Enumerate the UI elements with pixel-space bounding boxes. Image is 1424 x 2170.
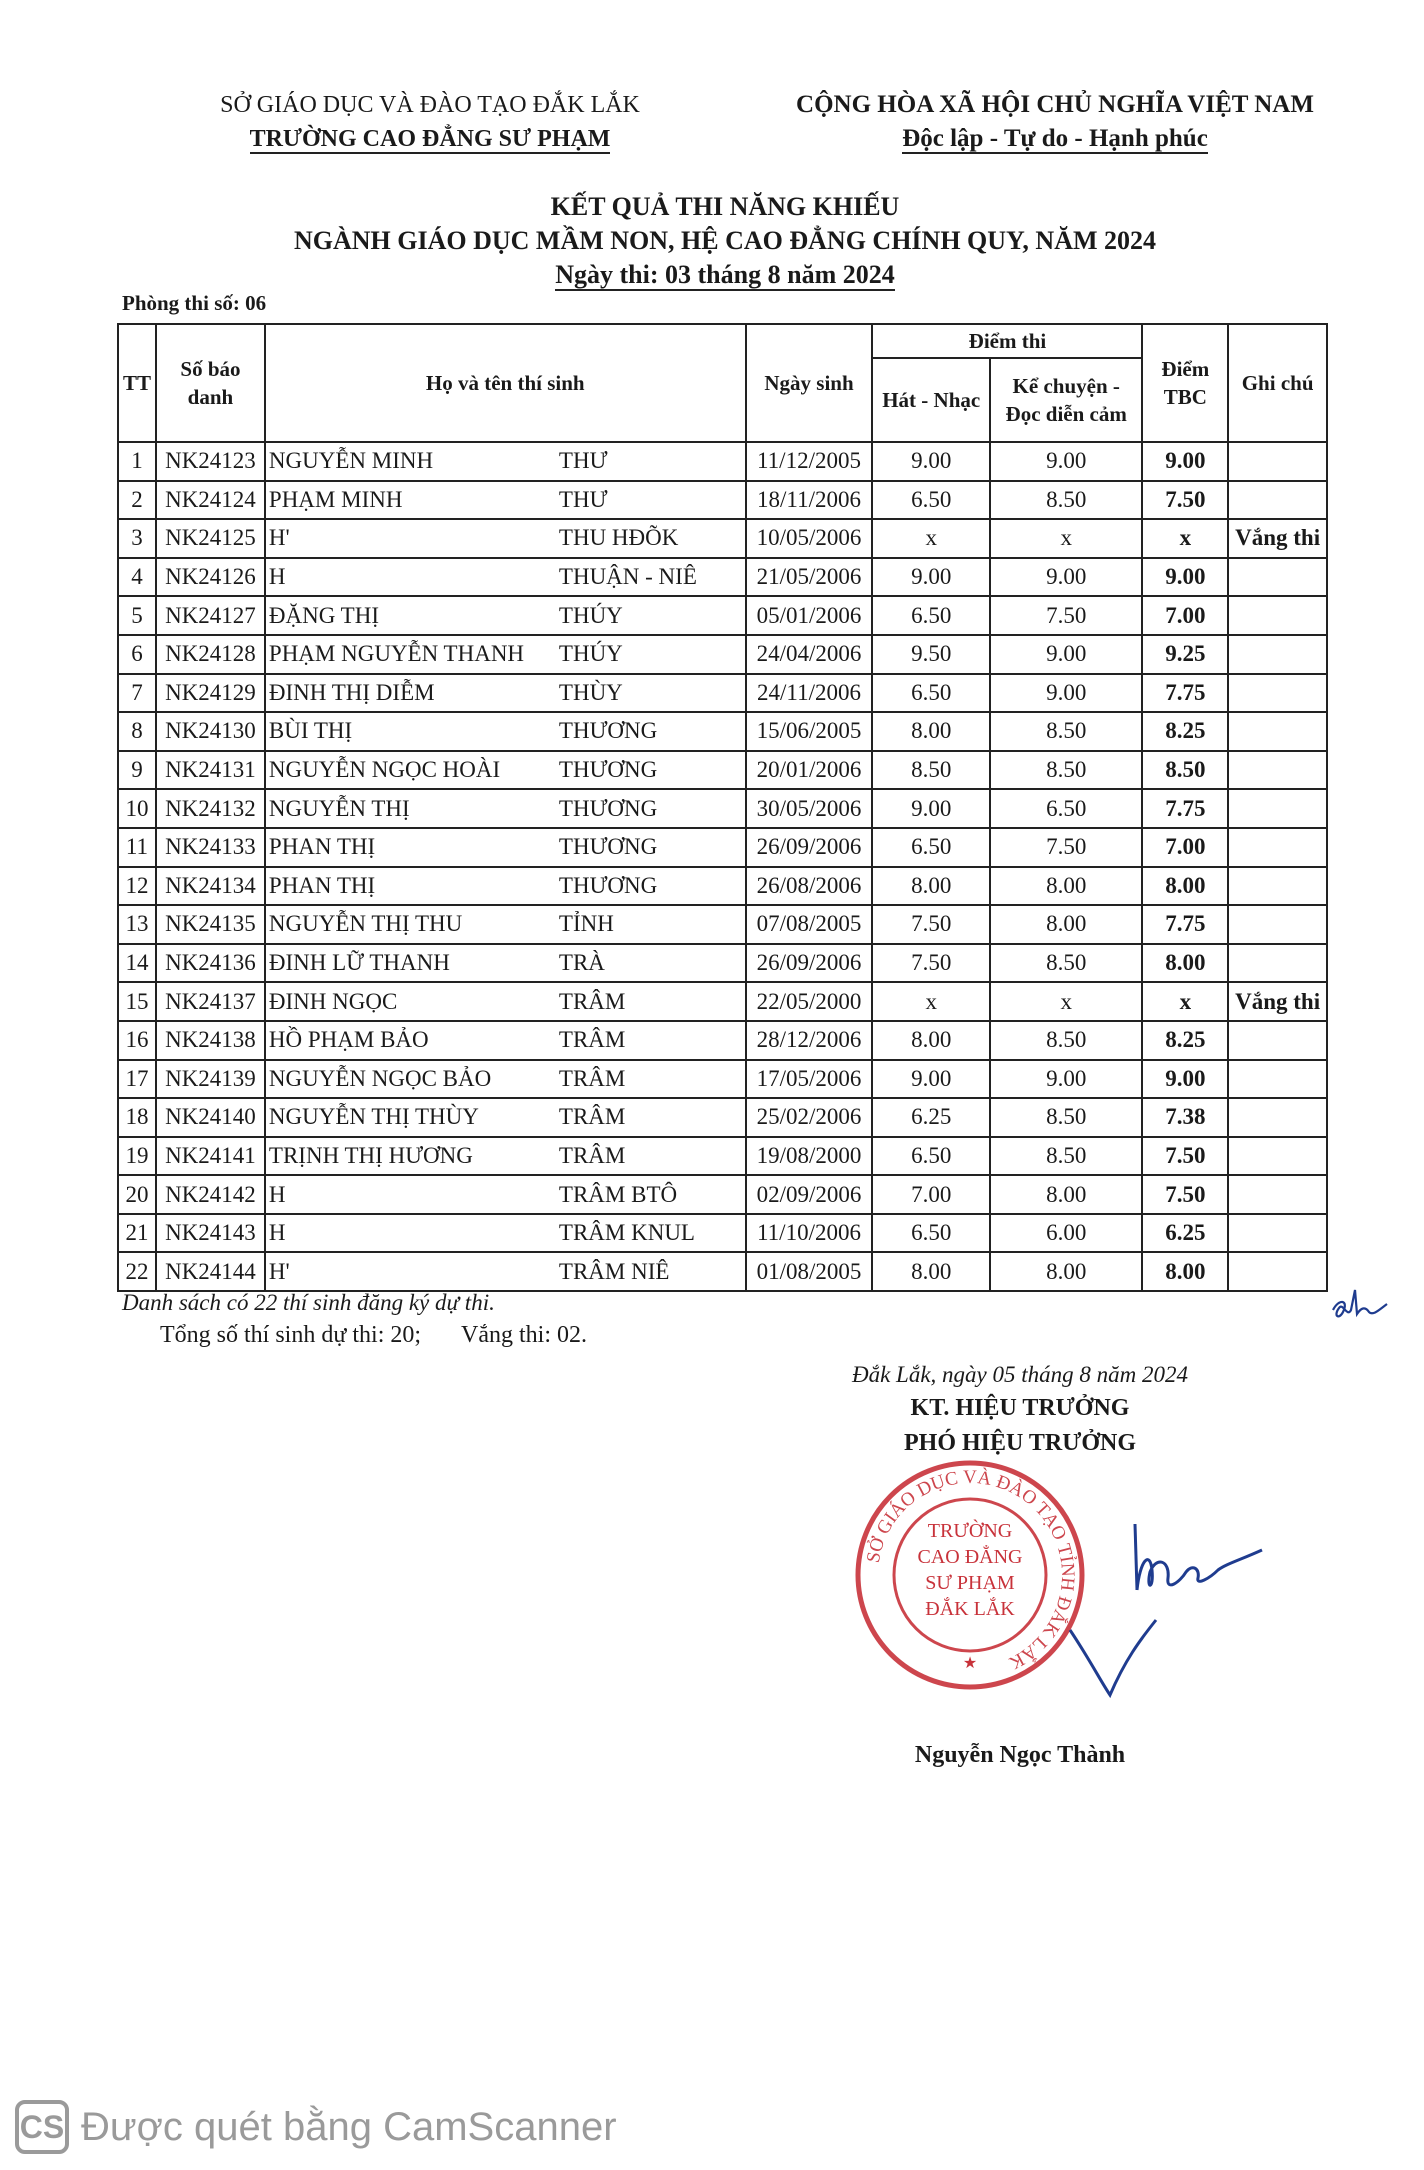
seal-ring-text: SỞ GIÁO DỤC VÀ ĐÀO TẠO TỈNH ĐẮK LẮK — [862, 1466, 1079, 1674]
cell-name — [265, 1252, 746, 1291]
cell-tbc: 7.00 — [1142, 828, 1228, 867]
exam-room: Phòng thi số: 06 — [122, 291, 267, 315]
cell-dob: 18/11/2006 — [746, 481, 873, 520]
seal-text-3: SƯ PHẠM — [925, 1572, 1015, 1594]
cell-sbd: NK24125 — [156, 519, 265, 558]
cell-hat-nhac: 9.00 — [872, 789, 990, 828]
cell-last-name: TRÂM — [558, 988, 626, 1014]
cell-ke-chuyen: 9.00 — [990, 635, 1142, 674]
col-header-dob: Ngày sinh — [746, 324, 873, 442]
cell-tt: 10 — [118, 789, 156, 828]
cell-last-name: THƯƠNG — [558, 757, 658, 783]
cell-tt: 11 — [118, 828, 156, 867]
results-table-body — [118, 442, 1327, 1291]
cell-first-name: NGUYỄN THỊ THÙY — [268, 1104, 479, 1130]
cell-tt: 13 — [118, 905, 156, 944]
cell-tbc: 9.00 — [1142, 558, 1228, 597]
cell-hat-nhac: 9.00 — [872, 1060, 990, 1099]
cell-note — [1228, 789, 1327, 828]
cell-tbc: 7.50 — [1142, 1175, 1228, 1214]
cell-note — [1228, 905, 1327, 944]
cell-dob: 20/01/2006 — [746, 751, 873, 790]
cell-ke-chuyen: 8.50 — [990, 751, 1142, 790]
cell-ke-chuyen: 7.50 — [990, 828, 1142, 867]
cell-sbd: NK24138 — [156, 1021, 265, 1060]
cell-dob: 15/06/2005 — [746, 712, 873, 751]
cell-hat-nhac: 9.00 — [872, 558, 990, 597]
cell-ke-chuyen: 8.50 — [990, 1098, 1142, 1137]
cell-note — [1228, 1214, 1327, 1253]
cell-ke-chuyen: 9.00 — [990, 674, 1142, 713]
col-header-ghi-chu: Ghi chú — [1228, 324, 1327, 442]
cell-dob: 07/08/2005 — [746, 905, 873, 944]
cell-name — [265, 558, 746, 597]
cell-sbd: NK24139 — [156, 1060, 265, 1099]
cell-tbc: 7.75 — [1142, 905, 1228, 944]
table-row — [118, 1021, 1327, 1060]
cell-name — [265, 905, 746, 944]
cell-ke-chuyen: 9.00 — [990, 558, 1142, 597]
cell-note — [1228, 1098, 1327, 1137]
cell-name — [265, 751, 746, 790]
cell-sbd: NK24124 — [156, 481, 265, 520]
cell-first-name: TRỊNH THỊ HƯƠNG — [268, 1142, 473, 1168]
col-header-ke-chuyen: Kể chuyện - Đọc diễn cảm — [990, 358, 1142, 442]
cell-first-name: NGUYỄN NGỌC BẢO — [268, 1065, 492, 1091]
cell-first-name: H — [268, 564, 286, 590]
cell-hat-nhac: 7.50 — [872, 905, 990, 944]
cell-tt: 22 — [118, 1252, 156, 1291]
cell-hat-nhac: 8.00 — [872, 1252, 990, 1291]
cell-sbd: NK24137 — [156, 982, 265, 1021]
table-row — [118, 1252, 1327, 1291]
cell-sbd: NK24144 — [156, 1252, 265, 1291]
cell-note — [1228, 596, 1327, 635]
table-row — [118, 789, 1327, 828]
col-header-sbd: Số báo danh — [156, 324, 265, 442]
seal-text-4: ĐẮK LẮK — [925, 1598, 1015, 1620]
cell-tt: 4 — [118, 558, 156, 597]
cell-name — [265, 519, 746, 558]
table-row — [118, 828, 1327, 867]
cell-first-name: HỒ PHẠM BẢO — [268, 1027, 429, 1053]
cell-note — [1228, 481, 1327, 520]
table-row — [118, 944, 1327, 983]
cell-sbd: NK24132 — [156, 789, 265, 828]
cell-first-name: NGUYỄN THỊ THU — [268, 911, 463, 937]
cell-ke-chuyen: 8.00 — [990, 1252, 1142, 1291]
cell-first-name: PHẠM MINH — [268, 486, 403, 512]
cell-tbc: 8.00 — [1142, 1252, 1228, 1291]
cell-tbc: 8.00 — [1142, 867, 1228, 906]
cell-tt: 17 — [118, 1060, 156, 1099]
cell-hat-nhac: 7.00 — [872, 1175, 990, 1214]
col-header-name: Họ và tên thí sinh — [265, 324, 746, 442]
cell-dob: 10/05/2006 — [746, 519, 873, 558]
cell-dob: 26/09/2006 — [746, 828, 873, 867]
cell-last-name: TRÂM KNUL — [558, 1220, 695, 1246]
cell-note — [1228, 828, 1327, 867]
cell-name — [265, 442, 746, 481]
cell-first-name: ĐINH THỊ DIỄM — [268, 679, 435, 705]
document-subtitle: NGÀNH GIÁO DỤC MẦM NON, HỆ CAO ĐẲNG CHÍNH QUY, NĂM 2024 — [293, 226, 1157, 255]
cell-note — [1228, 1252, 1327, 1291]
cell-last-name: THUẬN - NIÊ — [558, 564, 697, 590]
results-table — [117, 323, 1328, 1292]
cell-ke-chuyen: 8.50 — [990, 481, 1142, 520]
cell-first-name: BÙI THỊ — [268, 718, 353, 744]
place-and-date: Đắk Lắk, ngày 05 tháng 8 năm 2024 — [851, 1362, 1189, 1387]
col-header-diem-tbc: Điểm TBC — [1142, 324, 1228, 442]
cell-note — [1228, 674, 1327, 713]
cell-sbd: NK24126 — [156, 558, 265, 597]
table-row — [118, 442, 1327, 481]
cell-name — [265, 1175, 746, 1214]
cell-last-name: THÚY — [558, 641, 623, 667]
cell-dob: 25/02/2006 — [746, 1098, 873, 1137]
national-header — [755, 88, 1355, 156]
cell-last-name: TỈNH — [558, 911, 614, 937]
cell-note — [1228, 944, 1327, 983]
cell-last-name: TRÂM — [558, 1027, 626, 1053]
cell-hat-nhac: x — [872, 982, 990, 1021]
cell-hat-nhac: x — [872, 519, 990, 558]
exam-date: Ngày thi: 03 tháng 8 năm 2024 — [555, 260, 895, 289]
cell-tt: 16 — [118, 1021, 156, 1060]
cell-note — [1228, 1021, 1327, 1060]
cell-sbd: NK24134 — [156, 867, 265, 906]
table-row — [118, 1060, 1327, 1099]
table-row — [118, 481, 1327, 520]
cell-hat-nhac: 8.00 — [872, 1021, 990, 1060]
cell-note — [1228, 1175, 1327, 1214]
cell-tt: 5 — [118, 596, 156, 635]
cell-ke-chuyen: 9.00 — [990, 1060, 1142, 1099]
cell-dob: 17/05/2006 — [746, 1060, 873, 1099]
cell-last-name: TRÂM — [558, 1142, 626, 1168]
cell-dob: 19/08/2000 — [746, 1137, 873, 1176]
seal-text-2: CAO ĐẲNG — [917, 1546, 1023, 1568]
cell-last-name: TRÂM NIÊ — [558, 1258, 670, 1284]
table-row — [118, 905, 1327, 944]
cell-hat-nhac: 6.50 — [872, 674, 990, 713]
cell-note — [1228, 558, 1327, 597]
department-name: SỞ GIÁO DỤC VÀ ĐÀO TẠO ĐẮK LẮK — [220, 92, 640, 118]
cell-note: Vắng thi — [1228, 982, 1327, 1021]
cell-sbd: NK24123 — [156, 442, 265, 481]
cell-last-name: THƯƠNG — [558, 872, 658, 898]
cell-tt: 8 — [118, 712, 156, 751]
cell-last-name: THƯ — [558, 448, 608, 474]
cell-note — [1228, 751, 1327, 790]
cell-name — [265, 944, 746, 983]
cell-last-name: THƯƠNG — [558, 834, 658, 860]
cell-tbc: 8.25 — [1142, 1021, 1228, 1060]
cell-name — [265, 1137, 746, 1176]
cell-sbd: NK24140 — [156, 1098, 265, 1137]
cell-name — [265, 1098, 746, 1137]
cell-tbc: 7.75 — [1142, 789, 1228, 828]
table-row — [118, 558, 1327, 597]
cell-last-name: THÙY — [558, 679, 623, 705]
cell-dob: 26/09/2006 — [746, 944, 873, 983]
absent-count: Vắng thi: 02. — [461, 1322, 588, 1348]
cell-first-name: PHAN THỊ — [268, 834, 376, 860]
cell-dob: 02/09/2006 — [746, 1175, 873, 1214]
cell-name — [265, 982, 746, 1021]
cell-tbc: 9.00 — [1142, 442, 1228, 481]
cell-hat-nhac: 6.50 — [872, 1214, 990, 1253]
cell-ke-chuyen: x — [990, 519, 1142, 558]
cell-sbd: NK24135 — [156, 905, 265, 944]
cell-tbc: 6.25 — [1142, 1214, 1228, 1253]
cell-note — [1228, 635, 1327, 674]
table-row — [118, 1175, 1327, 1214]
cell-dob: 11/10/2006 — [746, 1214, 873, 1253]
signer-title-2: PHÓ HIỆU TRƯỞNG — [903, 1430, 1137, 1456]
col-header-tt: TT — [118, 324, 156, 442]
cell-ke-chuyen: 6.00 — [990, 1214, 1142, 1253]
cell-first-name: NGUYỄN THỊ — [268, 795, 410, 821]
cell-tbc: x — [1142, 519, 1228, 558]
cell-hat-nhac: 9.00 — [872, 442, 990, 481]
cell-tt: 21 — [118, 1214, 156, 1253]
national-motto: Độc lập - Tự do - Hạnh phúc — [902, 125, 1208, 152]
col-header-hat-nhac: Hát - Nhạc — [872, 358, 990, 442]
cell-tt: 7 — [118, 674, 156, 713]
cell-dob: 22/05/2000 — [746, 982, 873, 1021]
cell-note — [1228, 712, 1327, 751]
cell-name — [265, 635, 746, 674]
cell-dob: 24/11/2006 — [746, 674, 873, 713]
issuer-header — [150, 88, 710, 156]
table-row — [118, 712, 1327, 751]
cell-tbc: 7.50 — [1142, 1137, 1228, 1176]
cell-first-name: ĐẶNG THỊ — [268, 602, 379, 628]
cell-tbc: 8.00 — [1142, 944, 1228, 983]
cell-tt: 14 — [118, 944, 156, 983]
table-row — [118, 674, 1327, 713]
cell-last-name: TRÀ — [558, 950, 605, 976]
cell-name — [265, 481, 746, 520]
cell-hat-nhac: 6.25 — [872, 1098, 990, 1137]
cell-last-name: THƯƠNG — [558, 718, 658, 744]
col-header-diem-thi: Điểm thi — [872, 324, 1142, 358]
camscanner-logo-icon: CS — [15, 2100, 69, 2154]
cell-tbc: x — [1142, 982, 1228, 1021]
cell-tt: 20 — [118, 1175, 156, 1214]
cell-hat-nhac: 8.00 — [872, 712, 990, 751]
cell-ke-chuyen: 8.50 — [990, 712, 1142, 751]
cell-last-name: TRÂM — [558, 1065, 626, 1091]
cell-tt: 6 — [118, 635, 156, 674]
cell-sbd: NK24133 — [156, 828, 265, 867]
table-row — [118, 1098, 1327, 1137]
cell-sbd: NK24136 — [156, 944, 265, 983]
cell-note — [1228, 867, 1327, 906]
cell-last-name: THU HĐÕK — [558, 525, 679, 551]
cell-tt: 9 — [118, 751, 156, 790]
cell-name — [265, 674, 746, 713]
cell-first-name: H — [268, 1220, 286, 1246]
cell-last-name: THÚY — [558, 602, 623, 628]
cell-first-name: H' — [268, 1258, 290, 1284]
registered-count: Danh sách có 22 thí sinh đăng ký dự thi. — [122, 1290, 495, 1315]
table-row — [118, 867, 1327, 906]
cell-tbc: 7.00 — [1142, 596, 1228, 635]
cell-ke-chuyen: x — [990, 982, 1142, 1021]
table-row — [118, 635, 1327, 674]
cell-dob: 30/05/2006 — [746, 789, 873, 828]
cell-first-name: PHẠM NGUYỄN THANH — [268, 641, 525, 667]
table-row — [118, 982, 1327, 1021]
seal-text-1: TRƯỜNG — [927, 1520, 1013, 1542]
attendance-summary — [160, 1322, 587, 1349]
cell-hat-nhac: 7.50 — [872, 944, 990, 983]
cell-tbc: 9.25 — [1142, 635, 1228, 674]
cell-first-name: ĐINH NGỌC — [268, 988, 398, 1014]
cell-tt: 19 — [118, 1137, 156, 1176]
cell-sbd: NK24130 — [156, 712, 265, 751]
cell-tt: 3 — [118, 519, 156, 558]
cell-ke-chuyen: 8.50 — [990, 944, 1142, 983]
cell-ke-chuyen: 8.50 — [990, 1137, 1142, 1176]
cell-tbc: 8.25 — [1142, 712, 1228, 751]
cell-tbc: 8.50 — [1142, 751, 1228, 790]
cell-name — [265, 712, 746, 751]
cell-dob: 24/04/2006 — [746, 635, 873, 674]
table-row — [118, 519, 1327, 558]
cell-dob: 21/05/2006 — [746, 558, 873, 597]
cell-first-name: PHAN THỊ — [268, 872, 376, 898]
cell-name — [265, 1060, 746, 1099]
cell-dob: 11/12/2005 — [746, 442, 873, 481]
cell-name — [265, 789, 746, 828]
cell-hat-nhac: 8.00 — [872, 867, 990, 906]
cell-tt: 2 — [118, 481, 156, 520]
cell-tbc: 7.50 — [1142, 481, 1228, 520]
cell-name — [265, 1021, 746, 1060]
cell-dob: 05/01/2006 — [746, 596, 873, 635]
table-row — [118, 596, 1327, 635]
cell-name — [265, 1214, 746, 1253]
cell-sbd: NK24127 — [156, 596, 265, 635]
cell-first-name: ĐINH LỮ THANH — [268, 950, 450, 976]
cell-ke-chuyen: 6.50 — [990, 789, 1142, 828]
cell-hat-nhac: 6.50 — [872, 481, 990, 520]
cell-last-name: TRÂM BTÔ — [558, 1181, 678, 1207]
cell-ke-chuyen: 8.00 — [990, 867, 1142, 906]
document-title: KẾT QUẢ THI NĂNG KHIẾU — [550, 192, 900, 221]
cell-ke-chuyen: 8.00 — [990, 1175, 1142, 1214]
table-row — [118, 1137, 1327, 1176]
cell-sbd: NK24141 — [156, 1137, 265, 1176]
cell-tt: 1 — [118, 442, 156, 481]
cell-last-name: THƯ — [558, 486, 608, 512]
cell-first-name: NGUYỄN NGỌC HOÀI — [268, 757, 501, 783]
cell-tbc: 7.38 — [1142, 1098, 1228, 1137]
cell-ke-chuyen: 8.50 — [990, 1021, 1142, 1060]
cell-tt: 18 — [118, 1098, 156, 1137]
cell-tbc: 9.00 — [1142, 1060, 1228, 1099]
cell-dob: 28/12/2006 — [746, 1021, 873, 1060]
handwritten-signature — [1000, 1520, 1280, 1700]
table-row — [118, 1214, 1327, 1253]
signer-title-1: KT. HIỆU TRƯỞNG — [910, 1395, 1130, 1421]
signer-name: Nguyễn Ngọc Thành — [914, 1742, 1126, 1768]
cell-dob: 01/08/2005 — [746, 1252, 873, 1291]
cell-note: Vắng thi — [1228, 519, 1327, 558]
cell-name — [265, 828, 746, 867]
attended-count: Tổng số thí sinh dự thi: 20; — [160, 1322, 422, 1348]
cell-ke-chuyen: 8.00 — [990, 905, 1142, 944]
cell-sbd: NK24142 — [156, 1175, 265, 1214]
cell-note — [1228, 1137, 1327, 1176]
cell-ke-chuyen: 7.50 — [990, 596, 1142, 635]
cell-hat-nhac: 6.50 — [872, 596, 990, 635]
cell-tt: 15 — [118, 982, 156, 1021]
watermark-text: Được quét bằng CamScanner — [81, 2104, 617, 2149]
cell-sbd: NK24131 — [156, 751, 265, 790]
cell-tt: 12 — [118, 867, 156, 906]
cell-tbc: 7.75 — [1142, 674, 1228, 713]
document-title-block — [150, 190, 1300, 292]
cell-hat-nhac: 9.50 — [872, 635, 990, 674]
camscanner-watermark — [15, 2100, 617, 2154]
cell-last-name: THƯƠNG — [558, 795, 658, 821]
seal-star-icon: ★ — [962, 1655, 978, 1672]
table-row — [118, 751, 1327, 790]
cell-first-name: H' — [268, 525, 290, 551]
cell-hat-nhac: 6.50 — [872, 1137, 990, 1176]
cell-note — [1228, 1060, 1327, 1099]
school-name: TRƯỜNG CAO ĐẲNG SƯ PHẠM — [249, 126, 611, 152]
national-title: CỘNG HÒA XÃ HỘI CHỦ NGHĨA VIỆT NAM — [796, 91, 1314, 118]
cell-first-name: H — [268, 1181, 286, 1207]
handwritten-initials — [1325, 1280, 1395, 1330]
cell-last-name: TRÂM — [558, 1104, 626, 1130]
cell-ke-chuyen: 9.00 — [990, 442, 1142, 481]
cell-first-name: NGUYỄN MINH — [268, 448, 434, 474]
cell-sbd: NK24143 — [156, 1214, 265, 1253]
cell-sbd: NK24128 — [156, 635, 265, 674]
cell-hat-nhac: 8.50 — [872, 751, 990, 790]
cell-note — [1228, 442, 1327, 481]
cell-hat-nhac: 6.50 — [872, 828, 990, 867]
cell-name — [265, 596, 746, 635]
cell-dob: 26/08/2006 — [746, 867, 873, 906]
cell-name — [265, 867, 746, 906]
cell-sbd: NK24129 — [156, 674, 265, 713]
